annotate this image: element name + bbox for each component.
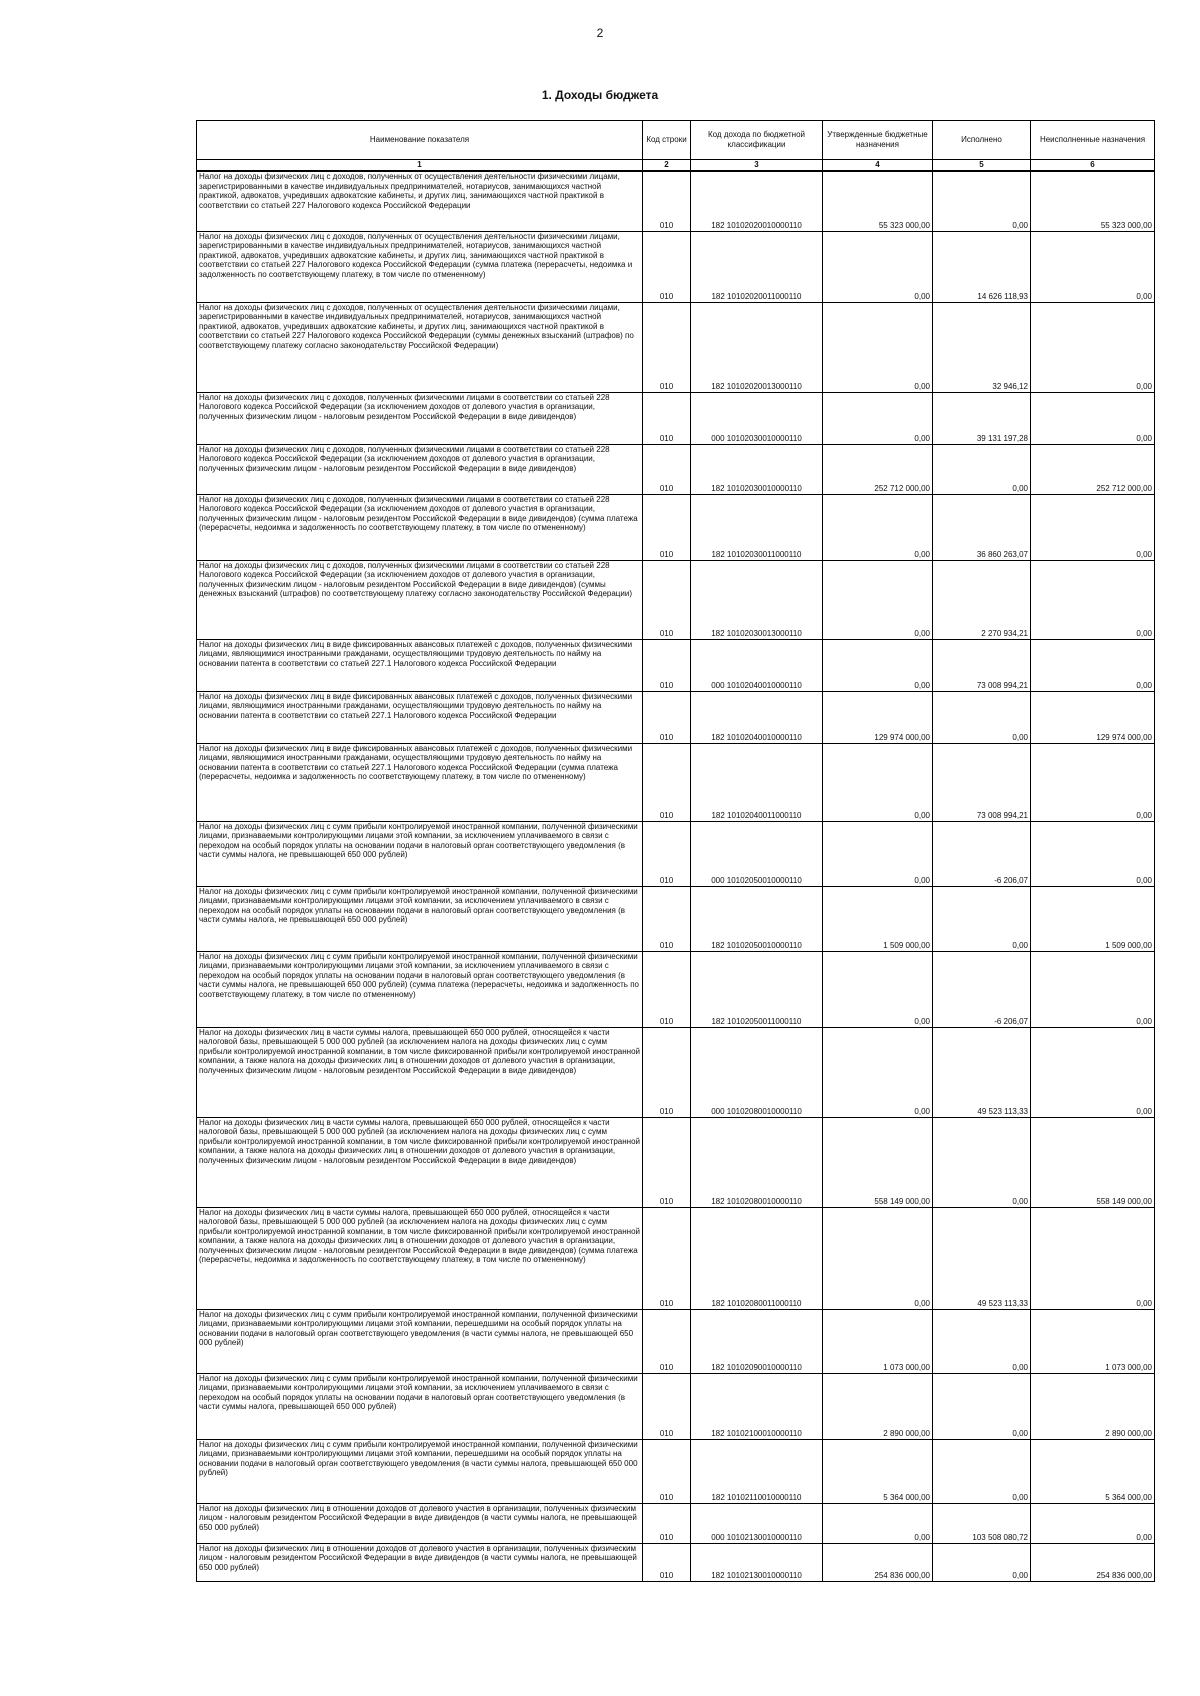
row-approved: 0,00 xyxy=(823,1503,933,1543)
row-kbk: 182 10102030011000110 xyxy=(691,494,823,560)
row-line-code: 010 xyxy=(643,639,691,691)
row-executed: 49 523 113,33 xyxy=(933,1207,1031,1309)
row-approved: 1 073 000,00 xyxy=(823,1309,933,1373)
row-kbk: 182 10102090010000110 xyxy=(691,1309,823,1373)
row-line-code: 010 xyxy=(643,392,691,444)
row-approved: 558 149 000,00 xyxy=(823,1117,933,1207)
row-line-code: 010 xyxy=(643,231,691,302)
row-executed: 73 008 994,21 xyxy=(933,743,1031,821)
table-row xyxy=(197,302,1155,392)
table-row xyxy=(197,1373,1155,1439)
row-line-code: 010 xyxy=(643,821,691,886)
row-name: Налог на доходы физических лиц в виде фиксированных авансовых платежей с доходов, полученных физическими лицами, являющимися иностранными гражданами, осуществляющими трудовую деятельность по найму на основании патента в соответствии со статьей 227.1 Налогового кодекса Российской Федерации xyxy=(197,691,643,743)
row-executed: 32 946,12 xyxy=(933,302,1031,392)
row-line-code: 010 xyxy=(643,1373,691,1439)
row-line-code: 010 xyxy=(643,1503,691,1543)
row-executed: 36 860 263,07 xyxy=(933,494,1031,560)
header-executed: Исполнено xyxy=(933,121,1031,160)
table-row xyxy=(197,392,1155,444)
row-unexecuted: 0,00 xyxy=(1031,494,1155,560)
row-executed: 0,00 xyxy=(933,1309,1031,1373)
row-approved: 0,00 xyxy=(823,302,933,392)
row-name: Налог на доходы физических лиц с доходов, полученных физическими лицами в соответствии со статьей 228 Налогового кодекса Российской Федерации (за исключением доходов от долевого участия в организации, полученных физическим лицом - налоговым резидентом Российской Федерации в виде дивидендов) (сумма платежа (перерасчеты, недоимка и задолженность по соответствующему платежу, в том числе по отмененному) xyxy=(197,494,643,560)
row-name: Налог на доходы физических лиц с сумм прибыли контролируемой иностранной компании, полученной физическими лицами, признаваемыми контролирующими лицами этой компании, за исключением уплачиваемого в связи с переходом на особый порядок уплаты на основании подачи в налоговый орган соответствующего уведомления (в части суммы налога, превышающей 650 000 рублей) xyxy=(197,1373,643,1439)
row-unexecuted: 55 323 000,00 xyxy=(1031,171,1155,231)
row-approved: 55 323 000,00 xyxy=(823,171,933,231)
row-line-code: 010 xyxy=(643,494,691,560)
row-unexecuted: 0,00 xyxy=(1031,1207,1155,1309)
row-kbk: 182 10102080010000110 xyxy=(691,1117,823,1207)
table-row xyxy=(197,1503,1155,1543)
row-approved: 0,00 xyxy=(823,639,933,691)
row-name: Налог на доходы физических лиц с доходов, полученных от осуществления деятельности физическими лицами, зарегистрированными в качестве индивидуальных предпринимателей, нотариусов, занимающихся частной практикой, адвокатов, учредивших адвокатские кабинеты, и других лиц, занимающихся частной практикой в соответствии со статьей 227 Налогового кодекса Российской Федерации xyxy=(197,171,643,231)
row-unexecuted: 254 836 000,00 xyxy=(1031,1543,1155,1581)
table-row xyxy=(197,691,1155,743)
table-header-row xyxy=(197,121,1155,160)
row-executed: 0,00 xyxy=(933,691,1031,743)
revenue-table xyxy=(196,120,1155,1582)
row-approved: 0,00 xyxy=(823,231,933,302)
row-line-code: 010 xyxy=(643,1309,691,1373)
row-name: Налог на доходы физических лиц в отношении доходов от долевого участия в организации, полученных физическим лицом - налоговым резидентом Российской Федерации в виде дивидендов (в части суммы налога, не превышающей 650 000 рублей) xyxy=(197,1503,643,1543)
row-name: Налог на доходы физических лиц с доходов, полученных от осуществления деятельности физическими лицами, зарегистрированными в качестве индивидуальных предпринимателей, нотариусов, занимающихся частной практикой, адвокатов, учредивших адвокатские кабинеты, и других лиц, занимающихся частной практикой в соответствии со статьей 227 Налогового кодекса Российской Федерации (суммы денежных взысканий (штрафов) по соответствующему платежу согласно законодательству Российской Федерации) xyxy=(197,302,643,392)
row-executed: 2 270 934,21 xyxy=(933,560,1031,639)
row-unexecuted: 0,00 xyxy=(1031,951,1155,1027)
row-name: Налог на доходы физических лиц в части суммы налога, превышающей 650 000 рублей, относящейся к части налоговой базы, превышающей 5 000 000 рублей (за исключением налога на доходы физических лиц с сумм прибыли контролируемой иностранной компании, в том числе фиксированной прибыли контролируемой иностранной компании, а также налога на доходы физических лиц в отношении доходов от долевого участия в организации, полученных физическим лицом - налоговым резидентом Российской Федерации в виде дивидендов) xyxy=(197,1117,643,1207)
row-executed: -6 206,07 xyxy=(933,951,1031,1027)
header-line-code: Код строки xyxy=(643,121,691,160)
row-name: Налог на доходы физических лиц с доходов, полученных физическими лицами в соответствии со статьей 228 Налогового кодекса Российской Федерации (за исключением доходов от долевого участия в организации, полученных физическим лицом - налоговым резидентом Российской Федерации в виде дивидендов) (суммы денежных взысканий (штрафов) по соответствующему платежу согласно законодательству Российской Федерации) xyxy=(197,560,643,639)
table-row xyxy=(197,886,1155,951)
row-kbk: 000 10102030010000110 xyxy=(691,392,823,444)
row-executed: 103 508 080,72 xyxy=(933,1503,1031,1543)
row-kbk: 182 10102030013000110 xyxy=(691,560,823,639)
table-row xyxy=(197,231,1155,302)
row-executed: 49 523 113,33 xyxy=(933,1027,1031,1117)
row-line-code: 010 xyxy=(643,886,691,951)
row-unexecuted: 0,00 xyxy=(1031,821,1155,886)
row-line-code: 010 xyxy=(643,1439,691,1503)
row-unexecuted: 558 149 000,00 xyxy=(1031,1117,1155,1207)
row-executed: -6 206,07 xyxy=(933,821,1031,886)
header-name: Наименование показателя xyxy=(197,121,643,160)
row-kbk: 182 10102020011000110 xyxy=(691,231,823,302)
row-name: Налог на доходы физических лиц с доходов, полученных физическими лицами в соответствии со статьей 228 Налогового кодекса Российской Федерации (за исключением доходов от долевого участия в организации, полученных физическим лицом - налоговым резидентом Российской Федерации в виде дивидендов) xyxy=(197,444,643,494)
row-unexecuted: 0,00 xyxy=(1031,231,1155,302)
column-number: 2 xyxy=(643,160,691,172)
row-line-code: 010 xyxy=(643,1117,691,1207)
row-unexecuted: 1 073 000,00 xyxy=(1031,1309,1155,1373)
row-kbk: 182 10102050010000110 xyxy=(691,886,823,951)
table-row xyxy=(197,821,1155,886)
row-name: Налог на доходы физических лиц с сумм прибыли контролируемой иностранной компании, полученной физическими лицами, признаваемыми контролирующими лицами этой компании, за исключением уплачиваемого в связи с переходом на особый порядок уплаты на основании подачи в налоговый орган соответствующего уведомления (в части суммы налога, не превышающей 650 000 рублей) xyxy=(197,821,643,886)
row-kbk: 182 10102040011000110 xyxy=(691,743,823,821)
row-unexecuted: 0,00 xyxy=(1031,1503,1155,1543)
row-approved: 0,00 xyxy=(823,1207,933,1309)
row-executed: 39 131 197,28 xyxy=(933,392,1031,444)
column-number: 5 xyxy=(933,160,1031,172)
row-executed: 0,00 xyxy=(933,1117,1031,1207)
row-approved: 129 974 000,00 xyxy=(823,691,933,743)
table-row xyxy=(197,743,1155,821)
row-executed: 0,00 xyxy=(933,1439,1031,1503)
row-line-code: 010 xyxy=(643,1207,691,1309)
row-executed: 0,00 xyxy=(933,444,1031,494)
row-line-code: 010 xyxy=(643,302,691,392)
row-name: Налог на доходы физических лиц в виде фиксированных авансовых платежей с доходов, полученных физическими лицами, являющимися иностранными гражданами, осуществляющими трудовую деятельность по найму на основании патента в соответствии со статьей 227.1 Налогового кодекса Российской Федерации (сумма платежа (перерасчеты, недоимка и задолженность по соответствующему платежу, в том числе по отмененному) xyxy=(197,743,643,821)
row-approved: 5 364 000,00 xyxy=(823,1439,933,1503)
row-line-code: 010 xyxy=(643,1027,691,1117)
row-approved: 0,00 xyxy=(823,1027,933,1117)
row-executed: 73 008 994,21 xyxy=(933,639,1031,691)
table-row xyxy=(197,444,1155,494)
row-executed: 0,00 xyxy=(933,1373,1031,1439)
table-row xyxy=(197,1117,1155,1207)
row-kbk: 000 10102050010000110 xyxy=(691,821,823,886)
column-number: 4 xyxy=(823,160,933,172)
row-name: Налог на доходы физических лиц с доходов, полученных от осуществления деятельности физическими лицами, зарегистрированными в качестве индивидуальных предпринимателей, нотариусов, занимающихся частной практикой, адвокатов, учредивших адвокатские кабинеты, и других лиц, занимающихся частной практикой в соответствии со статьей 227 Налогового кодекса Российской Федерации (сумма платежа (перерасчеты, недоимка и задолженность по соответствующему платежу, в том числе по отмененному) xyxy=(197,231,643,302)
header-kbk: Код дохода по бюджетной классификации xyxy=(691,121,823,160)
table-row xyxy=(197,1207,1155,1309)
row-approved: 252 712 000,00 xyxy=(823,444,933,494)
row-name: Налог на доходы физических лиц с сумм прибыли контролируемой иностранной компании, полученной физическими лицами, признаваемыми контролирующими лицами этой компании, перешедшими на особый порядок уплаты на основании подачи в налоговый орган соответствующего уведомления (в части суммы налога, не превышающей 650 000 рублей) xyxy=(197,1309,643,1373)
row-approved: 0,00 xyxy=(823,494,933,560)
row-approved: 0,00 xyxy=(823,743,933,821)
row-line-code: 010 xyxy=(643,951,691,1027)
row-unexecuted: 0,00 xyxy=(1031,560,1155,639)
row-line-code: 010 xyxy=(643,560,691,639)
header-unexecuted: Неисполненные назначения xyxy=(1031,121,1155,160)
row-kbk: 182 10102110010000110 xyxy=(691,1439,823,1503)
row-unexecuted: 252 712 000,00 xyxy=(1031,444,1155,494)
table-row xyxy=(197,1439,1155,1503)
row-unexecuted: 0,00 xyxy=(1031,1027,1155,1117)
row-name: Налог на доходы физических лиц в отношении доходов от долевого участия в организации, полученных физическим лицом - налоговым резидентом Российской Федерации в виде дивидендов (в части суммы налога, не превышающей 650 000 рублей) xyxy=(197,1543,643,1581)
row-approved: 0,00 xyxy=(823,821,933,886)
table-row xyxy=(197,494,1155,560)
row-unexecuted: 129 974 000,00 xyxy=(1031,691,1155,743)
row-unexecuted: 1 509 000,00 xyxy=(1031,886,1155,951)
row-kbk: 000 10102040010000110 xyxy=(691,639,823,691)
row-approved: 0,00 xyxy=(823,951,933,1027)
row-kbk: 182 10102050011000110 xyxy=(691,951,823,1027)
table-row xyxy=(197,951,1155,1027)
row-kbk: 182 10102030010000110 xyxy=(691,444,823,494)
table-row xyxy=(197,639,1155,691)
row-executed: 0,00 xyxy=(933,171,1031,231)
row-line-code: 010 xyxy=(643,444,691,494)
row-unexecuted: 5 364 000,00 xyxy=(1031,1439,1155,1503)
row-unexecuted: 0,00 xyxy=(1031,743,1155,821)
table-row xyxy=(197,1309,1155,1373)
row-kbk: 182 10102130010000110 xyxy=(691,1543,823,1581)
row-kbk: 182 10102020010000110 xyxy=(691,171,823,231)
row-unexecuted: 0,00 xyxy=(1031,302,1155,392)
row-name: Налог на доходы физических лиц в части суммы налога, превышающей 650 000 рублей, относящейся к части налоговой базы, превышающей 5 000 000 рублей (за исключением налога на доходы физических лиц с сумм прибыли контролируемой иностранной компании, в том числе фиксированной прибыли контролируемой иностранной компании, а также налога на доходы физических лиц в отношении доходов от долевого участия в организации, полученных физическим лицом - налоговым резидентом Российской Федерации в виде дивидендов) (сумма платежа (перерасчеты, недоимка и задолженность по соответствующему платежу, в том числе по отмененному) xyxy=(197,1207,643,1309)
row-name: Налог на доходы физических лиц с сумм прибыли контролируемой иностранной компании, полученной физическими лицами, признаваемыми контролирующими лицами этой компании, за исключением уплачиваемого в связи с переходом на особый порядок уплаты на основании подачи в налоговый орган соответствующего уведомления (в части суммы налога, не превышающей 650 000 рублей) (сумма платежа (перерасчеты, недоимка и задолженность по соответствующему платежу, в том числе по отмененному) xyxy=(197,951,643,1027)
row-line-code: 010 xyxy=(643,743,691,821)
row-name: Налог на доходы физических лиц в части суммы налога, превышающей 650 000 рублей, относящейся к части налоговой базы, превышающей 5 000 000 рублей (за исключением налога на доходы физических лиц с сумм прибыли контролируемой иностранной компании, в том числе фиксированной прибыли контролируемой иностранной компании, а также налога на доходы физических лиц в отношении доходов от долевого участия в организации, полученных физическим лицом - налоговым резидентом Российской Федерации в виде дивидендов) xyxy=(197,1027,643,1117)
row-name: Налог на доходы физических лиц с сумм прибыли контролируемой иностранной компании, полученной физическими лицами, признаваемыми контролирующими лицами этой компании, за исключением уплачиваемого в связи с переходом на особый порядок уплаты на основании подачи в налоговый орган соответствующего уведомления (в части суммы налога, не превышающей 650 000 рублей) xyxy=(197,886,643,951)
row-unexecuted: 0,00 xyxy=(1031,639,1155,691)
row-kbk: 182 10102020013000110 xyxy=(691,302,823,392)
page-number: 2 xyxy=(596,26,604,40)
table-row xyxy=(197,1027,1155,1117)
row-executed: 14 626 118,93 xyxy=(933,231,1031,302)
column-number: 6 xyxy=(1031,160,1155,172)
row-unexecuted: 0,00 xyxy=(1031,392,1155,444)
table-row xyxy=(197,1543,1155,1581)
row-executed: 0,00 xyxy=(933,886,1031,951)
table-body xyxy=(197,171,1155,1581)
row-name: Налог на доходы физических лиц с сумм прибыли контролируемой иностранной компании, полученной физическими лицами, признаваемыми контролирующими лицами этой компании, перешедшими на особый порядок уплаты на основании подачи в налоговый орган соответствующего уведомления (в части суммы налога, превышающей 650 000 рублей) xyxy=(197,1439,643,1503)
column-number: 3 xyxy=(691,160,823,172)
row-approved: 1 509 000,00 xyxy=(823,886,933,951)
table-row xyxy=(197,560,1155,639)
row-name: Налог на доходы физических лиц в виде фиксированных авансовых платежей с доходов, полученных физическими лицами, являющимися иностранными гражданами, осуществляющими трудовую деятельность по найму на основании патента в соответствии со статьей 227.1 Налогового кодекса Российской Федерации xyxy=(197,639,643,691)
row-kbk: 000 10102130010000110 xyxy=(691,1503,823,1543)
row-line-code: 010 xyxy=(643,171,691,231)
column-number: 1 xyxy=(197,160,643,172)
row-name: Налог на доходы физических лиц с доходов, полученных физическими лицами в соответствии со статьей 228 Налогового кодекса Российской Федерации (за исключением доходов от долевого участия в организации, полученных физическим лицом - налоговым резидентом Российской Федерации в виде дивидендов) xyxy=(197,392,643,444)
row-unexecuted: 2 890 000,00 xyxy=(1031,1373,1155,1439)
column-number-row xyxy=(197,160,1155,172)
row-kbk: 182 10102100010000110 xyxy=(691,1373,823,1439)
row-approved: 0,00 xyxy=(823,560,933,639)
row-executed: 0,00 xyxy=(933,1543,1031,1581)
row-kbk: 000 10102080010000110 xyxy=(691,1027,823,1117)
row-approved: 2 890 000,00 xyxy=(823,1373,933,1439)
row-kbk: 182 10102040010000110 xyxy=(691,691,823,743)
section-title: 1. Доходы бюджета xyxy=(541,88,659,102)
header-approved: Утвержденные бюджетные назначения xyxy=(823,121,933,160)
row-line-code: 010 xyxy=(643,1543,691,1581)
table-row xyxy=(197,171,1155,231)
row-approved: 0,00 xyxy=(823,392,933,444)
row-line-code: 010 xyxy=(643,691,691,743)
row-kbk: 182 10102080011000110 xyxy=(691,1207,823,1309)
row-approved: 254 836 000,00 xyxy=(823,1543,933,1581)
